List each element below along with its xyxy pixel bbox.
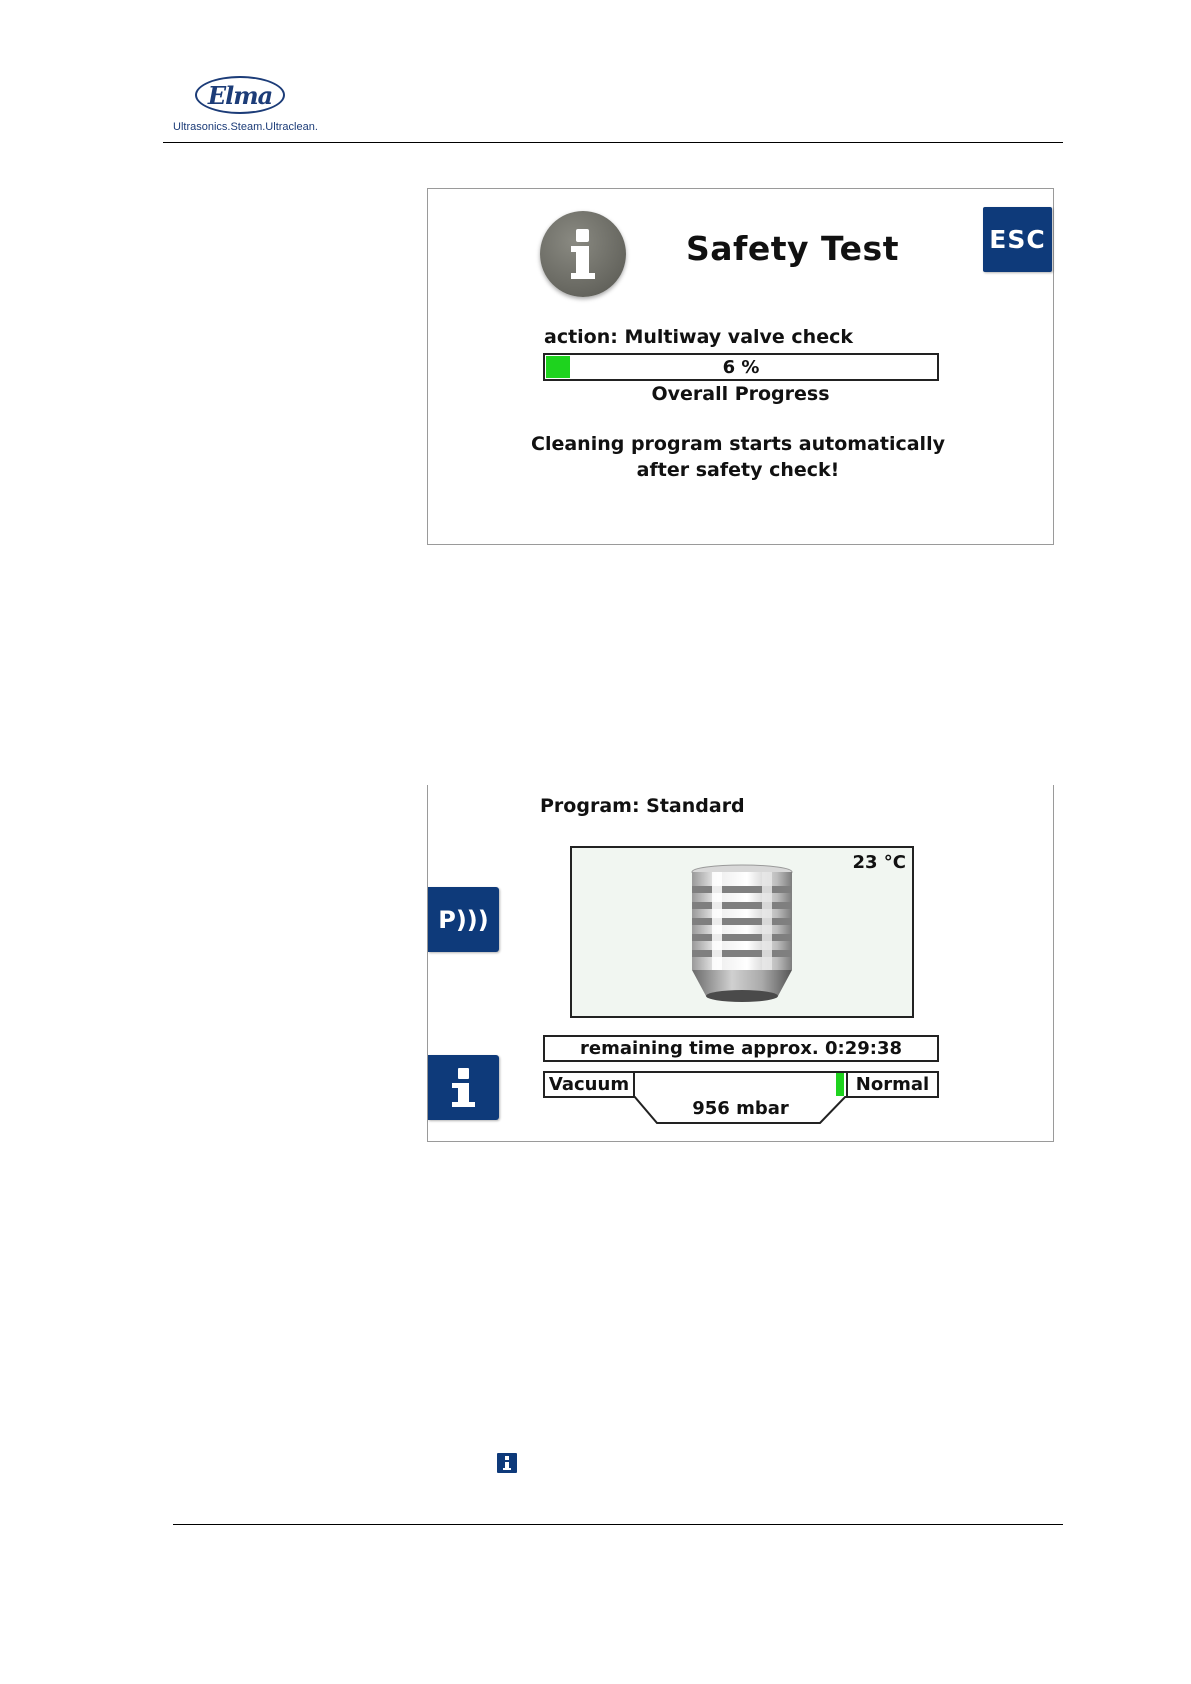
remaining-time: remaining time approx. 0:29:38 <box>543 1035 939 1062</box>
pressure-marker <box>836 1073 844 1096</box>
progress-percent: 6 % <box>722 357 760 378</box>
action-text: action: Multiway valve check <box>544 326 853 348</box>
safety-test-title: Safety Test <box>686 229 899 268</box>
elma-logo <box>195 76 285 114</box>
program-label: Program: Standard <box>540 795 745 817</box>
overall-progress-label: Overall Progress <box>651 383 830 405</box>
normal-label: Normal <box>846 1071 939 1098</box>
chamber-display <box>570 846 914 1018</box>
footer-rule <box>173 1524 1063 1525</box>
chamber-basket-icon <box>682 864 802 1014</box>
logo-tagline: Ultrasonics.Steam.Ultraclean. <box>173 121 318 133</box>
pressure-readout: 956 mbar <box>692 1098 789 1119</box>
overall-progress-bar <box>543 353 939 381</box>
program-screen <box>427 785 1054 1142</box>
info-button[interactable] <box>428 1055 499 1120</box>
safety-notice: Cleaning program starts automatically after safety check! <box>531 433 945 481</box>
p-program-icon: P))) <box>438 905 489 934</box>
vacuum-label: Vacuum <box>543 1071 635 1098</box>
esc-button-label: ESC <box>989 225 1046 254</box>
header-rule <box>163 142 1063 143</box>
pressure-gauge-bar <box>633 1071 848 1098</box>
esc-button[interactable] <box>983 207 1052 272</box>
small-info-icon <box>497 1453 517 1473</box>
info-icon <box>540 211 626 297</box>
safety-test-screen <box>427 188 1054 545</box>
temperature-readout: 23 °C <box>852 852 906 873</box>
logo-text: Elma <box>207 80 273 110</box>
p-program-button[interactable] <box>428 887 499 952</box>
